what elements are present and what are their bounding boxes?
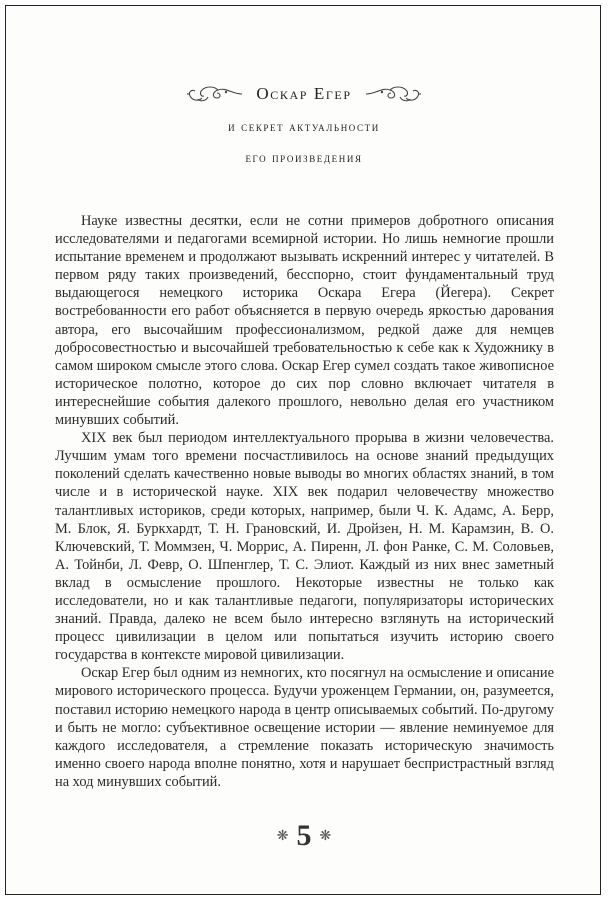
body-text [55,212,554,791]
ornament-star-icon: ❋ [319,828,332,844]
paragraph: Науке известны десятки, если не сотни примеров добротного описания исследователями и педагогами всемирной истории. Но лишь немногие прошли испытание временем и продолжают вызывать искренний интерес у читателей. В первом ряду таких произведений, бесспорно, стоит фундаментальный труд выдающегося немецкого историка Оскара Егера (Йегера). Секрет востребованности его работ объясняется в первую очередь яркостью дарования автора, его высочайшим профессионализмом, редкой даже для немцев добросовестностью и высочайшей требовательностью к себе как к Художнику в самом широком смысле этого слова. Оскар Егер сумел создать такое живописное историческое полотно, которое до сих пор словно включает читателя в интереснейшие события далекого прошлого, невольно делая его участником минувших событий. [55,213,554,429]
chapter-subtitle-line-1: и секрет актуальности [228,119,380,134]
page-footer [6,821,602,851]
ornament-star-icon: ❋ [276,828,289,844]
chapter-subtitle-line-2: его произведения [245,150,363,165]
paragraph: XIX век был периодом интеллектуального прорыва в жизни человечества. Лучшим умам того времени посчастливилось на основе знаний предыдущих поколений сделать качественно новые выводы во многих областях знаний, в том числе и в исторической науке. XIX век подарил человечеству множество талантливых историков, среди которых, например, были Ч. К. Адамс, А. Берр, М. Блок, Я. Буркхардт, Т. Н. Грановский, И. Дройзен, Н. М. Карамзин, В. О. Ключевский, Т. Моммзен, Ч. Моррис, А. Пиренн, Л. фон Ранке, С. М. Соловьев, А. Тойнби, Л. Февр, О. Шпенглер, Т. С. Элиот. Каждый из них внес заметный вклад в осмысление прошлого. Некоторые известны не только как исследователи, но и как талантливые педагоги, популяризаторы исторических знаний. Правда, далеко не всем было интересно взглянуть на исторический процесс цивилизации в целом или попытаться изучить историю своего государства в контексте мировой цивилизации. [55,430,554,664]
vine-flourish-left-icon [186,84,244,104]
paragraph: Оскар Егер был одним из немногих, кто посягнул на осмысление и описание мирового исторического процесса. Будучи уроженцем Германии, он, разумеется, поставил историю немецкого народа в центр описываемых событий. По-другому и быть не могло: субъективное освещение истории — явление неминуемое для каждого исследователя, а стремление показать историческую значимость именно своего народа вполне понятно, хотя и нарушает беспристрастный взгляд на ход минувших событий. [55,665,554,790]
chapter-title: Оскар Егер [256,84,352,103]
page-number: 5 [296,819,312,852]
vine-flourish-right-icon [364,84,422,104]
book-page [5,5,601,895]
chapter-title-row [6,84,602,104]
